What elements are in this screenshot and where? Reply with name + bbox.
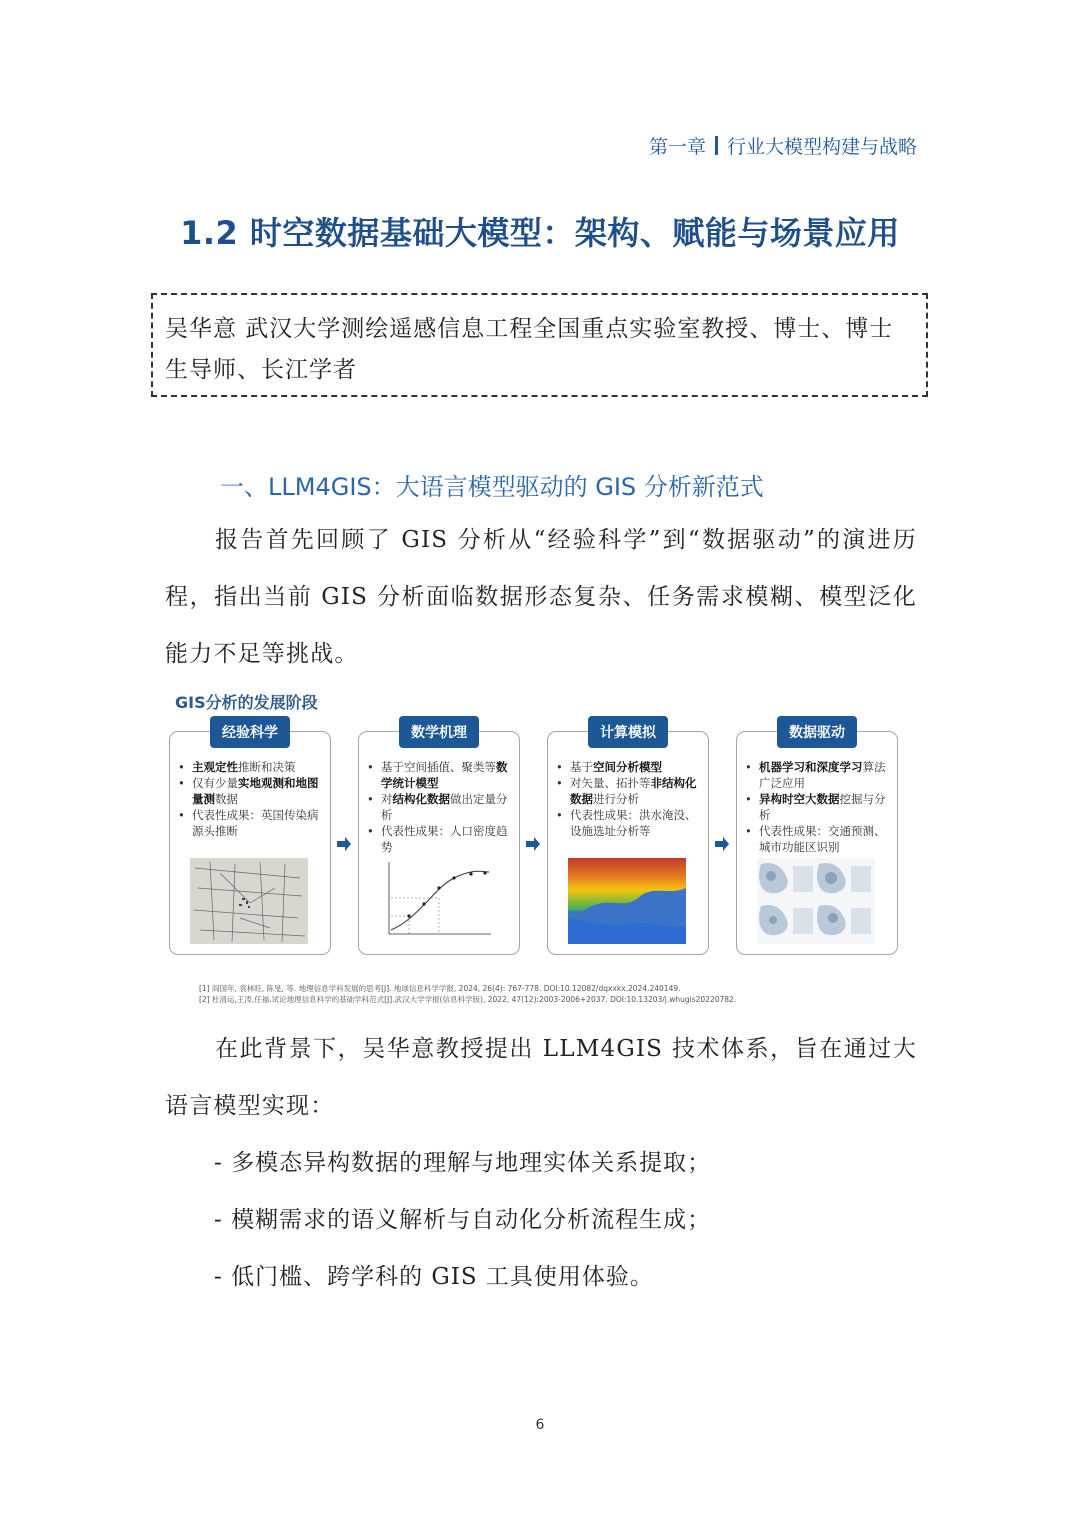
section-title: 1.2 时空数据基础大模型：架构、赋能与场景应用 xyxy=(180,214,900,252)
page-number: 6 xyxy=(535,1417,545,1433)
stage-card-data-driven xyxy=(736,725,898,955)
gis-stages-figure xyxy=(165,688,905,1008)
reference-item: [1] 阎国年, 袁林旺, 陈旻, 等. 地理信息学科发展的思考[J]. 地球信息科学学报, 2024, 26(4): 767-778. DOI:10.12082/dqxxkx.2024.240149. xyxy=(199,984,681,993)
list-item: - 模糊需求的语义解析与自动化分析流程生成； xyxy=(214,1207,712,1233)
stage-bullet: • 对结构化数据做出定量分析 xyxy=(367,791,513,823)
stage-header: 数学机理 xyxy=(399,716,479,748)
reference-item: [2] 杜清运,王涛,任福.试论地理信息科学的基础学科范式[J].武汉大学学报(信息科学版), 2022, 47(12):2003-2006+2037. DOI:10.13203/j.whugis20220782. xyxy=(199,995,737,1004)
stage-bullet: • 主观定性推断和决策 xyxy=(178,759,324,775)
author-box xyxy=(151,293,928,397)
chapter-label: 第一章 xyxy=(648,136,706,158)
stage-card-simulation xyxy=(547,725,709,955)
stage-header: 计算模拟 xyxy=(588,716,668,748)
stage-bullet: • 基于空间分析模型 xyxy=(556,759,702,775)
arrow-right-icon xyxy=(525,836,541,852)
stage-header: 数据驱动 xyxy=(777,716,857,748)
paragraph-llm4gis: 在此背景下，吴华意教授提出 LLM4GIS 技术体系，旨在通过大语言模型实现： xyxy=(165,1036,917,1119)
chapter-title: 行业大模型构建与战略 xyxy=(726,136,917,158)
arrow-right-icon xyxy=(336,836,352,852)
stage-items xyxy=(367,759,513,855)
arrow-right-icon xyxy=(714,836,730,852)
list-item: - 低门槛、跨学科的 GIS 工具使用体验。 xyxy=(214,1264,654,1290)
stage-bullet: • 对矢量、拓扑等非结构化数据进行分析 xyxy=(556,775,702,807)
stage-bullet: • 代表性成果：英国传染病源头推断 xyxy=(178,807,324,839)
figure-references xyxy=(199,983,736,1005)
stage-bullet: • 机器学习和深度学习算法广泛应用 xyxy=(745,759,891,791)
goal-list xyxy=(214,1135,711,1306)
stage-card-mathematical xyxy=(358,725,520,955)
historic-map-image xyxy=(190,858,308,944)
list-item: - 多模态异构数据的理解与地理实体关系提取； xyxy=(214,1150,712,1176)
trend-curve-image xyxy=(379,858,497,944)
chapter-header xyxy=(649,132,917,159)
stage-bullet: • 仅有少量实地观测和地图量测数据 xyxy=(178,775,324,807)
stage-bullet: • 基于空间插值、聚类等数学统计模型 xyxy=(367,759,513,791)
author-text: 吴华意 武汉大学测绘遥感信息工程全国重点实验室教授、博士、博士生导师、长江学者 xyxy=(165,316,894,383)
paragraph-intro: 报告首先回顾了 GIS 分析从“经验科学”到“数据驱动”的演进历程，指出当前 GIS 分析面临数据形态复杂、任务需求模糊、模型泛化能力不足等挑战。 xyxy=(165,527,917,667)
flood-terrain-image xyxy=(568,858,686,944)
stage-card-empirical xyxy=(169,725,331,955)
header-divider xyxy=(715,136,718,155)
stage-bullet: • 代表性成果：人口密度趋势 xyxy=(367,823,513,855)
stage-items xyxy=(556,759,702,839)
stage-bullet: • 代表性成果：交通预测、城市功能区识别 xyxy=(745,823,891,855)
city-function-maps-image xyxy=(757,858,875,944)
figure-title: GIS分析的发展阶段 xyxy=(175,693,318,712)
stage-bullet: • 代表性成果：洪水淹没、设施选址分析等 xyxy=(556,807,702,839)
stage-items xyxy=(178,759,324,839)
stage-header: 经验科学 xyxy=(210,716,290,748)
stage-bullet: • 异构时空大数据挖掘与分析 xyxy=(745,791,891,823)
section-heading: 一、LLM4GIS：大语言模型驱动的 GIS 分析新范式 xyxy=(220,473,764,501)
stage-items xyxy=(745,759,891,855)
